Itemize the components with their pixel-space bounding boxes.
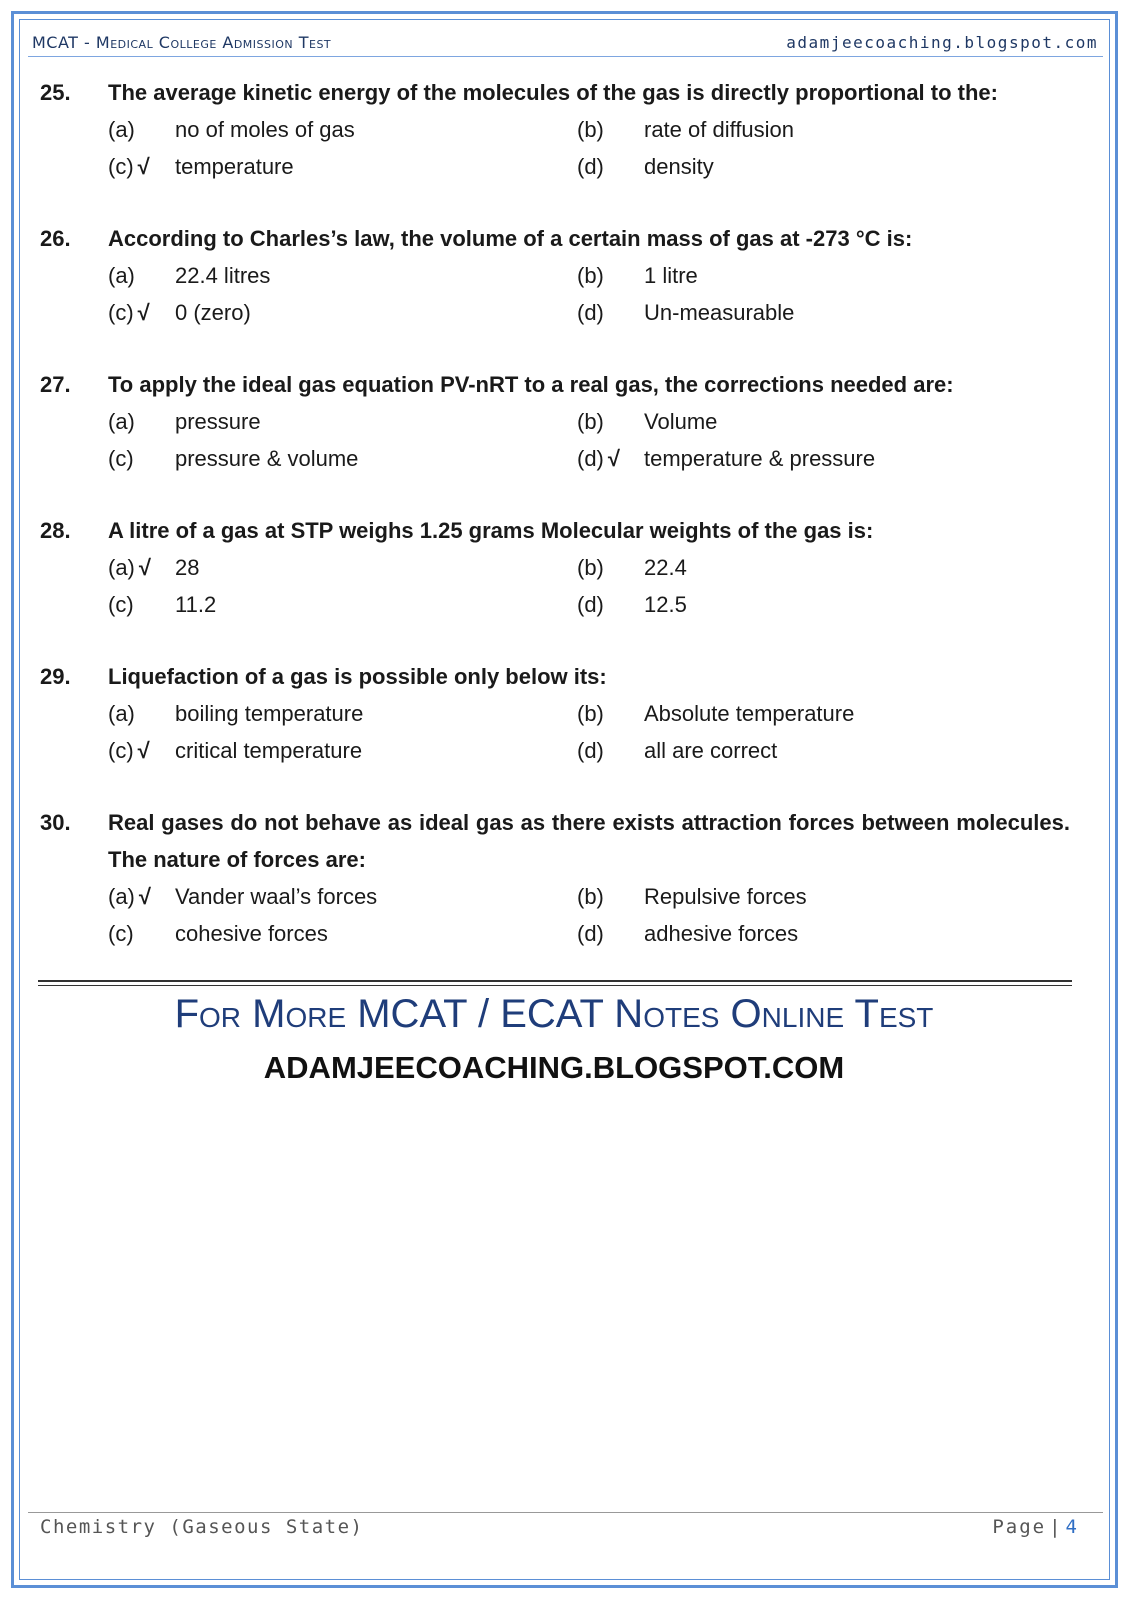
option-text: Un-measurable [644, 300, 795, 325]
page-number: 4 [1065, 1516, 1079, 1538]
option-label: (d) [577, 738, 604, 763]
question-number: 27. [40, 372, 71, 397]
option-text: Repulsive forces [644, 884, 807, 909]
correct-mark-icon: √ [607, 446, 620, 471]
option-text: 22.4 litres [175, 263, 271, 288]
option-label: (b) [577, 117, 604, 142]
option-text: 11.2 [175, 592, 217, 617]
option-label: (b) [577, 409, 604, 434]
question-number: 26. [40, 226, 71, 251]
correct-mark-icon: √ [138, 555, 151, 580]
option-label: (c) [108, 446, 134, 471]
correct-mark-icon: √ [137, 154, 150, 179]
header-website: adamjeecoaching.blogspot.com [786, 33, 1098, 52]
correct-mark-icon: √ [138, 884, 151, 909]
option-text: boiling temperature [175, 701, 364, 726]
option-text: 22.4 [644, 555, 687, 580]
option-grid [40, 549, 1070, 623]
option-label: (d) [577, 154, 604, 179]
option-label: (c) [108, 154, 134, 179]
question-text: Real gases do not behave as ideal gas as there exists attraction forces between molecules. The nature of forces are: [108, 810, 1070, 872]
question-text: To apply the ideal gas equation PV-nRT to a real gas, the corrections needed are: [108, 372, 954, 397]
page-number-block [992, 1516, 1079, 1538]
option-text: Vander waal’s forces [175, 884, 378, 909]
option-text: Absolute temperature [644, 701, 855, 726]
header-title [32, 33, 331, 52]
question-28 [40, 512, 1070, 623]
correct-mark-icon: √ [137, 300, 150, 325]
option-grid [40, 257, 1070, 331]
option-label: (c) [108, 738, 134, 763]
option-label: (a) [108, 263, 135, 288]
section-divider [38, 980, 1072, 982]
question-30 [40, 804, 1070, 952]
question-text: Liquefaction of a gas is possible only below its: [108, 664, 607, 689]
option-grid [40, 695, 1070, 769]
option-label: (c) [108, 300, 134, 325]
option-text: no of moles of gas [175, 117, 355, 142]
header-title-sub: - Medical College Admission Test [78, 33, 332, 52]
option-label: (a) [108, 409, 135, 434]
question-list [40, 74, 1070, 987]
question-26 [40, 220, 1070, 331]
option-text: temperature [175, 154, 294, 179]
option-text: 0 (zero) [175, 300, 251, 325]
question-number: 29. [40, 664, 71, 689]
option-label: (c) [108, 921, 134, 946]
option-grid [40, 878, 1070, 952]
option-text: temperature & pressure [644, 446, 876, 471]
option-text: cohesive forces [175, 921, 328, 946]
page-header [32, 33, 1098, 57]
option-grid [40, 111, 1070, 185]
option-text: all are correct [644, 738, 778, 763]
option-label: (a) [108, 701, 135, 726]
option-text: rate of diffusion [644, 117, 795, 142]
question-text: The average kinetic energy of the molecules of the gas is directly proportional to the: [108, 80, 998, 105]
option-text: 12.5 [644, 592, 687, 617]
option-text: critical temperature [175, 738, 363, 763]
question-number: 28. [40, 518, 71, 543]
option-text: 28 [175, 555, 200, 580]
option-label: (a) [108, 884, 135, 909]
option-label: (b) [577, 555, 604, 580]
question-29 [40, 658, 1070, 769]
question-25 [40, 74, 1070, 185]
option-text: adhesive forces [644, 921, 799, 946]
header-title-main: MCAT [32, 33, 79, 52]
option-label: (d) [577, 921, 604, 946]
footer-divider [28, 1512, 1103, 1513]
option-text: 1 litre [644, 263, 698, 288]
option-label: (a) [108, 555, 135, 580]
question-number: 30. [40, 810, 71, 835]
question-number: 25. [40, 80, 71, 105]
option-text: Volume [644, 409, 718, 434]
header-divider [28, 56, 1103, 57]
option-label: (b) [577, 263, 604, 288]
option-label: (d) [577, 300, 604, 325]
section-divider [38, 985, 1072, 986]
promo-website-link[interactable]: ADAMJEECOACHING.BLOGSPOT.COM [263, 1050, 845, 1085]
question-text: According to Charles’s law, the volume of a certain mass of gas at -273 °C is: [108, 226, 913, 251]
option-label: (b) [577, 884, 604, 909]
option-label: (c) [108, 592, 134, 617]
question-27 [40, 366, 1070, 477]
page-separator: | [1049, 1516, 1063, 1538]
option-label: (d) [577, 592, 604, 617]
option-text: density [644, 154, 714, 179]
option-label: (a) [108, 117, 135, 142]
option-text: pressure [175, 409, 261, 434]
page-label: Page [992, 1516, 1047, 1538]
option-text: pressure & volume [175, 446, 359, 471]
footer-subject: Chemistry (Gaseous State) [40, 1516, 364, 1538]
option-grid [40, 403, 1070, 477]
correct-mark-icon: √ [137, 738, 150, 763]
promo-heading: For More MCAT / ECAT Notes Online Test [174, 992, 934, 1036]
option-label: (b) [577, 701, 604, 726]
question-text: A litre of a gas at STP weighs 1.25 grams Molecular weights of the gas is: [108, 518, 874, 543]
option-label: (d) [577, 446, 604, 471]
